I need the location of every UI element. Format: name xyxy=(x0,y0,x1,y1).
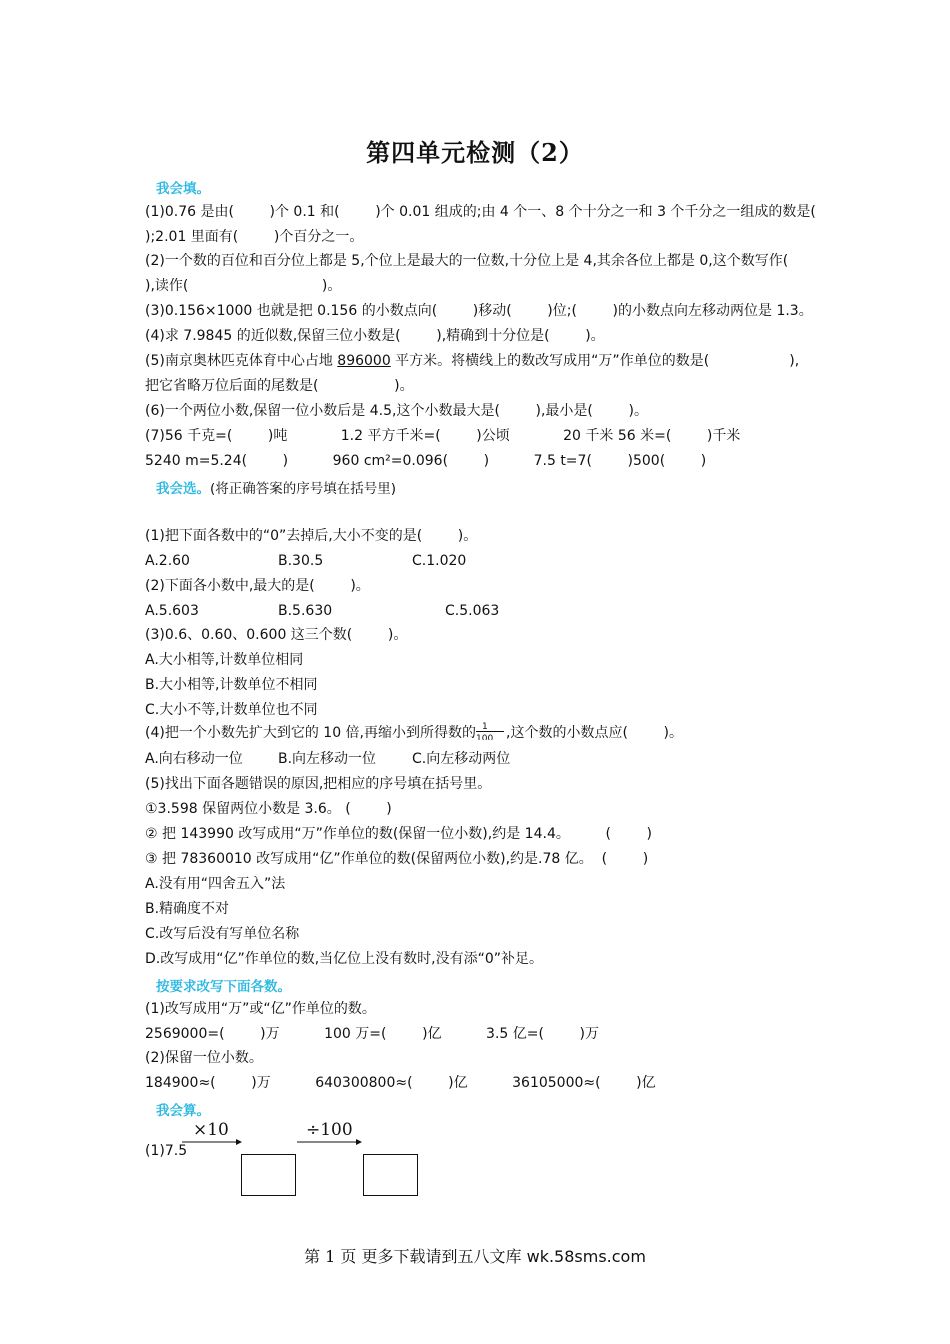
choose-heading-note: (将正确答案的序号填在括号里) xyxy=(210,481,397,497)
section-heading-rewrite: 按要求改写下面各数。 xyxy=(156,979,291,995)
choose-q5-reason-b: B.精确度不对 xyxy=(145,901,230,917)
choose-q3-option-b: B.大小相等,计数单位不相同 xyxy=(145,677,318,693)
fill-q3: (3)0.156×1000 也就是把 0.156 的小数点向( )移动( )位;( )的小数点向左移动两位是 1.3。 xyxy=(145,303,813,319)
answer-box-1[interactable] xyxy=(241,1154,296,1196)
section-heading-calc: 我会算。 xyxy=(156,1103,210,1119)
choose-q4-option-a: A.向右移动一位 xyxy=(145,751,243,767)
fill-q5-underlined-number: 896000 xyxy=(337,353,391,369)
arrow-head-1 xyxy=(236,1139,242,1145)
choose-q4 xyxy=(145,724,683,742)
answer-box-2[interactable] xyxy=(363,1154,418,1196)
fill-q2-line1: (2)一个数的百位和百分位上都是 5,个位上是最大的一位数,十分位上是 4,其余各位上都是 0,这个数写作( xyxy=(145,253,789,269)
choose-q5-item-3: ③ 把 78360010 改写成用“亿”作单位的数(保留两位小数),约是.78 亿。 ( ) xyxy=(145,851,649,867)
footer-text: 第 1 页 更多下载请到五八文库 xyxy=(304,1247,527,1266)
choose-q3: (3)0.6、0.60、0.600 这三个数( )。 xyxy=(145,627,408,643)
choose-q2-option-b: B.5.630 xyxy=(278,603,333,619)
choose-q2-option-a: A.5.603 xyxy=(145,603,199,619)
page-footer xyxy=(0,1244,950,1267)
choose-q5-reason-c: C.改写后没有写单位名称 xyxy=(145,926,300,942)
calc-op-times-ten: ×10 xyxy=(193,1120,229,1140)
rewrite-p1: (1)改写成用“万”或“亿”作单位的数。 xyxy=(145,1001,376,1017)
fraction-denominator: 100 xyxy=(476,734,494,740)
choose-q5-item-1: ①3.598 保留两位小数是 3.6。 ( ) xyxy=(145,801,392,817)
fill-q6: (6)一个两位小数,保留一位小数后是 4.5,这个小数最大是( ),最小是( )。 xyxy=(145,403,648,419)
rewrite-p2-line: 184900≈( )万 640300800≈( )亿 36105000≈( )亿 xyxy=(145,1075,656,1091)
calc-arrows xyxy=(180,1136,370,1148)
choose-q4-text-b: ,这个数的小数点应( )。 xyxy=(506,725,683,741)
fill-q4: (4)求 7.9845 的近似数,保留三位小数是( ),精确到十分位是( )。 xyxy=(145,328,605,344)
fill-q5-line2: 把它省略万位后面的尾数是( )。 xyxy=(145,378,414,394)
choose-q3-option-a: A.大小相等,计数单位相同 xyxy=(145,652,304,668)
choose-q4-option-b: B.向左移动一位 xyxy=(278,751,377,767)
calc-op-divide-hundred: ÷100 xyxy=(306,1120,353,1140)
choose-q2-option-c: C.5.063 xyxy=(445,603,500,619)
choose-q4-option-c: C.向左移动两位 xyxy=(412,751,511,767)
choose-q5: (5)找出下面各题错误的原因,把相应的序号填在括号里。 xyxy=(145,776,492,792)
rewrite-p1-line: 2569000=( )万 100 万=( )亿 3.5 亿=( )万 xyxy=(145,1026,600,1042)
choose-q1-option-b: B.30.5 xyxy=(278,553,324,569)
fill-q7-line2: 5240 m=5.24( ) 960 cm²=0.096( ) 7.5 t=7( )500( ) xyxy=(145,453,707,469)
page-title: 第四单元检测（2） xyxy=(366,138,584,167)
choose-heading-text: 我会选。 xyxy=(156,481,210,497)
calc-start-value: (1)7.5 xyxy=(145,1143,188,1159)
choose-q4-text-a: (4)把一个小数先扩大到它的 10 倍,再缩小到所得数的 xyxy=(145,725,476,741)
fill-q5-text-b: 平方米。将横线上的数改写成用“万”作单位的数是( ), xyxy=(390,353,800,369)
choose-q1-option-c: C.1.020 xyxy=(412,553,467,569)
fill-q2-line2: ),读作( )。 xyxy=(145,278,342,294)
fill-q5-line1 xyxy=(145,352,799,370)
arrow-head-2 xyxy=(356,1139,362,1145)
fill-q1-line1: (1)0.76 是由( )个 0.1 和( )个 0.01 组成的;由 4 个一、8 个十分之一和 3 个千分之一组成的数是( xyxy=(145,204,816,220)
choose-q5-reason-d: D.改写成用“亿”作单位的数,当亿位上没有数时,没有添“0”补足。 xyxy=(145,951,544,967)
choose-q1: (1)把下面各数中的“0”去掉后,大小不变的是( )。 xyxy=(145,528,478,544)
fill-q1-line2: );2.01 里面有( )个百分之一。 xyxy=(145,229,364,245)
section-heading-fill: 我会填。 xyxy=(156,181,210,197)
section-heading-choose xyxy=(156,477,396,497)
fill-q7-line1: (7)56 千克=( )吨 1.2 平方千米=( )公顷 20 千米 56 米=( )千米 xyxy=(145,428,741,444)
rewrite-p2: (2)保留一位小数。 xyxy=(145,1050,263,1066)
choose-q3-option-c: C.大小不等,计数单位也不同 xyxy=(145,702,318,718)
choose-q5-item-2: ② 把 143990 改写成用“万”作单位的数(保留一位小数),约是 14.4。 ( ) xyxy=(145,826,652,842)
choose-q2: (2)下面各小数中,最大的是( )。 xyxy=(145,578,370,594)
fraction-one-hundredth xyxy=(476,724,506,742)
fill-q5-text-a: (5)南京奥林匹克体育中心占地 xyxy=(145,353,338,369)
choose-q5-reason-a: A.没有用“四舍五入”法 xyxy=(145,876,286,892)
choose-q1-option-a: A.2.60 xyxy=(145,553,190,569)
fraction-numerator: 1 xyxy=(482,722,488,732)
footer-url[interactable]: wk.58sms.com xyxy=(526,1247,646,1266)
